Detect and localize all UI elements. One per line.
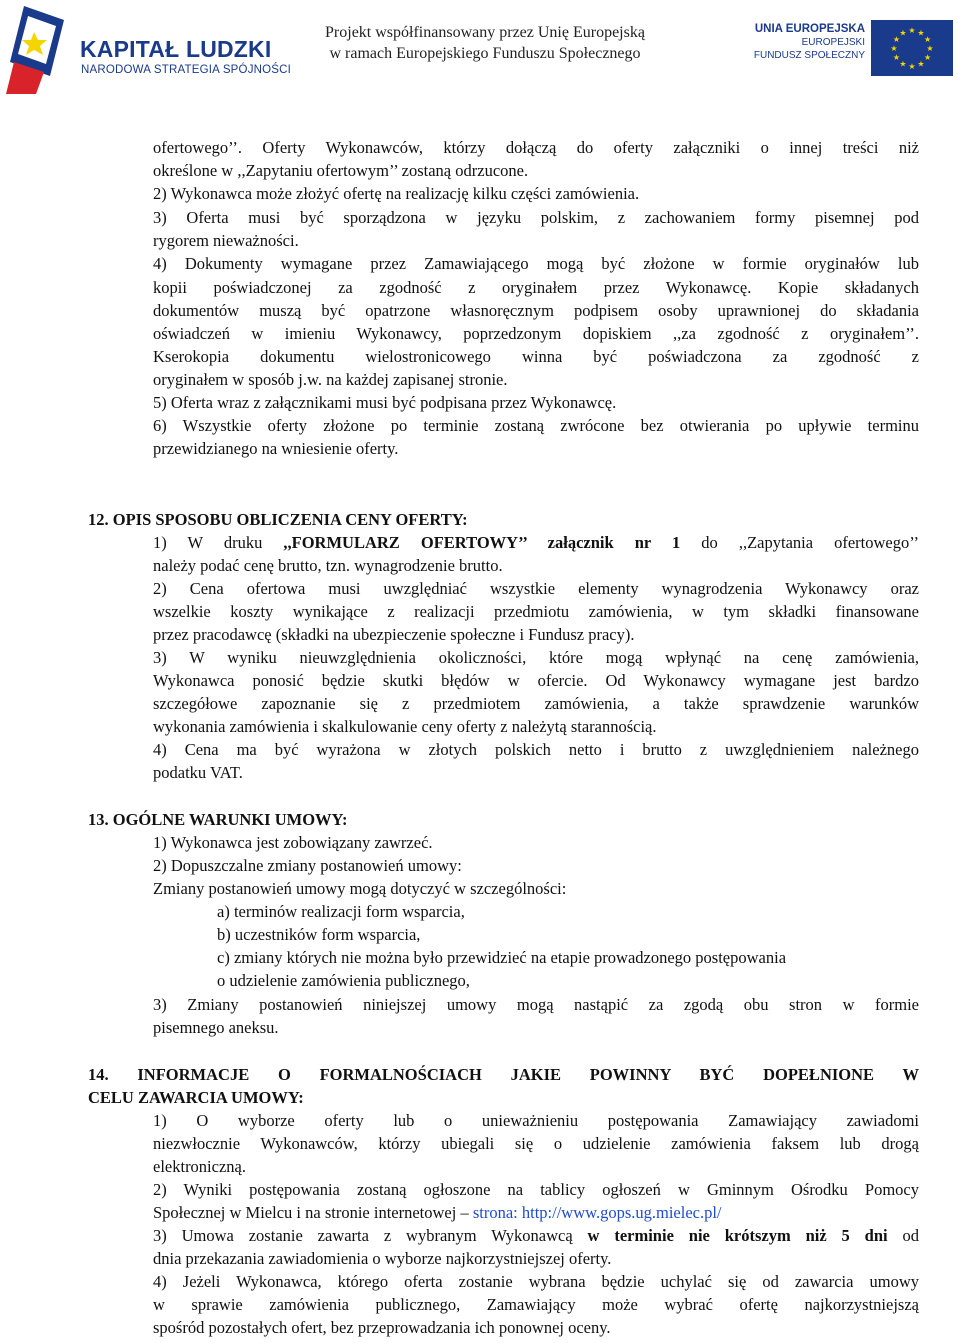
section-heading-12: 12. OPIS SPOSOBU OBLICZENIA CENY OFERTY: — [88, 510, 468, 529]
text-line: 3) Zmiany postanowień niniejszej umowy mogą nastąpić za zgodą obu stron w formie — [153, 995, 919, 1014]
bold-text: w terminie nie krótszym niż 5 dni — [587, 1226, 888, 1245]
text-line: należy podać cenę brutto, tzn. wynagrodzenie brutto. — [153, 556, 503, 575]
text-line: 1) Wykonawca jest zobowiązany zawrzeć. — [153, 833, 433, 852]
text-line: 5) Oferta wraz z załącznikami musi być podpisana przez Wykonawcę. — [153, 393, 617, 412]
text-line: 3) W wyniku nieuwzględnienia okoliczności, które mogą wpłynąć na cenę zamówienia, — [153, 648, 919, 667]
kapital-ludzki-flag-icon — [4, 2, 70, 94]
list-item: c) zmiany których nie można było przewidzieć na etapie prowadzonego postępowania — [217, 948, 787, 967]
text-line: Kserokopia dokumentu wielostronicowego winna być poświadczona za zgodność z — [153, 347, 919, 366]
text-line — [153, 1201, 919, 1224]
page-header — [0, 0, 960, 100]
text-line: 2) Dopuszczalne zmiany postanowień umowy: — [153, 856, 462, 875]
project-line-2: w ramach Europejskiego Funduszu Społecznego — [329, 45, 641, 62]
text-line: dokumentów muszą być opatrzone własnoręcznym podpisem osoby uprawnionej do składania — [153, 301, 919, 320]
section-heading-14-cont: CELU ZAWARCIA UMOWY: — [88, 1088, 304, 1107]
text-span: Społecznej w Mielcu i na stronie internetowej – — [153, 1203, 473, 1222]
eu-star: ★ — [926, 44, 934, 53]
text-line: Wykonawca ponosić będzie skutki błędów w ofercie. Od Wykonawcy wymagane jest bardzo — [153, 671, 919, 690]
text-span: od — [887, 1226, 920, 1245]
text-line: wykonania zamówienia i skalkulowanie ceny oferty z należytą starannością. — [153, 717, 657, 736]
text-line: przez pracodawcę (składki na ubezpieczenie społeczne i Fundusz pracy). — [153, 625, 635, 644]
text-line: oświadczeń w imieniu Wykonawcy, poprzedzonym dopiskiem ,,za zgodność z oryginałem’’. — [153, 324, 919, 343]
gops-website-link[interactable]: strona: http://www.gops.ug.mielec.pl/ — [472, 1203, 722, 1222]
section-heading-13: 13. OGÓLNE WARUNKI UMOWY: — [88, 810, 348, 829]
text-line: 4) Dokumenty wymagane przez Zamawiającego mogą być złożone w formie oryginałów lub — [153, 254, 919, 273]
section-heading-14: 14. INFORMACJE O FORMALNOŚCIACH JAKIE POWINNY BYĆ DOPEŁNIONE W — [88, 1065, 919, 1084]
text-line — [153, 531, 919, 554]
text-line: 2) Cena ofertowa musi uwzględniać wszystkie elementy wynagrodzenia Wykonawcy oraz — [153, 579, 919, 598]
text-line: kopii poświadczonej za zgodność z oryginałem przez Wykonawcę. Kopie składanych — [153, 278, 919, 297]
eu-line-2: EUROPEJSKI — [801, 37, 865, 48]
text-line: 3) Oferta musi być sporządzona w języku polskim, z zachowaniem formy pisemnej pod — [153, 208, 919, 227]
text-line: szczegółowe zapoznanie się z przedmiotem zamówienia, a także sprawdzenie warunków — [153, 694, 919, 713]
eu-star: ★ — [924, 35, 932, 44]
eu-star: ★ — [892, 35, 900, 44]
eu-star: ★ — [924, 53, 932, 62]
kapital-ludzki-logo — [4, 2, 294, 94]
text-line: określone w ,,Zapytaniu ofertowym’’ zostaną odrzucone. — [153, 161, 529, 180]
list-item: b) uczestników form wsparcia, — [217, 925, 421, 944]
text-line — [153, 1224, 919, 1247]
eu-star: ★ — [890, 44, 898, 53]
text-line: elektroniczną. — [153, 1157, 246, 1176]
project-funding-note — [300, 22, 670, 64]
list-item: o udzielenie zamówienia publicznego, — [217, 971, 470, 990]
eu-star: ★ — [917, 59, 925, 69]
text-span: 3) Umowa zostanie zawarta z wybranym Wykonawcą — [153, 1226, 588, 1245]
bold-text: ,,FORMULARZ OFERTOWY’’ załącznik nr 1 — [283, 533, 681, 552]
text-span: do ,,Zapytania ofertowego’’ — [680, 533, 920, 552]
eu-star: ★ — [917, 28, 925, 38]
text-line: w sprawie zamówienia publicznego, Zamawiający może wybrać ofertę najkorzystniejszą — [153, 1295, 919, 1314]
eu-line-1: UNIA EUROPEJSKA — [754, 23, 865, 35]
text-line: oryginałem w sposób j.w. na każdej zapisanej stronie. — [153, 370, 508, 389]
kapital-ludzki-title: KAPITAŁ LUDZKI — [80, 36, 272, 62]
text-line: spośród pozostałych ofert, bez przeprowadzania ich ponownej oceny. — [153, 1318, 611, 1337]
text-line: 2) Wyniki postępowania zostaną ogłoszone na tablicy ogłoszeń w Gminnym Ośrodku Pomocy — [153, 1180, 919, 1199]
eu-logo — [745, 20, 955, 80]
eu-star: ★ — [892, 53, 900, 62]
text-line: Zmiany postanowień umowy mogą dotyczyć w szczególności: — [153, 879, 567, 898]
eu-logo-text — [745, 23, 865, 62]
text-span: 1) W druku — [153, 533, 284, 552]
text-line: niezwłocznie Wykonawców, którzy ubiegali się o udzielenie zamówienia faksem lub drogą — [153, 1134, 919, 1153]
text-line: dnia przekazania zawiadomienia o wyborze najkorzystniejszej oferty. — [153, 1249, 612, 1268]
text-line: 2) Wykonawca może złożyć ofertę na realizację kilku części zamówienia. — [153, 184, 640, 203]
kapital-ludzki-subtitle: NARODOWA STRATEGIA SPÓJNOŚCI — [81, 64, 292, 76]
text-line: rygorem nieważności. — [153, 231, 299, 250]
text-line: 1) O wyborze oferty lub o unieważnieniu postępowania Zamawiający zawiadomi — [153, 1111, 919, 1130]
eu-star: ★ — [908, 26, 916, 35]
text-line: podatku VAT. — [153, 763, 243, 782]
list-item: a) terminów realizacji form wsparcia, — [217, 902, 465, 921]
text-line: 4) Cena ma być wyrażona w złotych polskich netto i brutto z uwzględnieniem należnego — [153, 740, 919, 759]
eu-star: ★ — [899, 28, 907, 38]
eu-star: ★ — [899, 59, 907, 69]
text-line: wszelkie koszty wynikające z realizacji przedmiotu zamówienia, w tym składki finansowane — [153, 602, 919, 621]
text-line: pisemnego aneksu. — [153, 1018, 279, 1037]
text-line: 6) Wszystkie oferty złożone po terminie zostaną zwrócone bez otwierania po upływie terminu — [153, 416, 919, 435]
text-line: przewidzianego na wniesienie oferty. — [153, 439, 399, 458]
eu-star: ★ — [908, 62, 916, 71]
eu-flag-icon — [871, 20, 953, 76]
text-line: ofertowego’’. Oferty Wykonawców, którzy dołączą do oferty załączniki o innej treści niż — [153, 138, 919, 157]
project-line-1: Projekt współfinansowany przez Unię Europejską — [325, 24, 645, 41]
eu-line-3: FUNDUSZ SPOŁECZNY — [753, 50, 865, 61]
text-line: 4) Jeżeli Wykonawca, którego oferta zostanie wybrana będzie uchylać się od zawarcia umowy — [153, 1272, 919, 1291]
